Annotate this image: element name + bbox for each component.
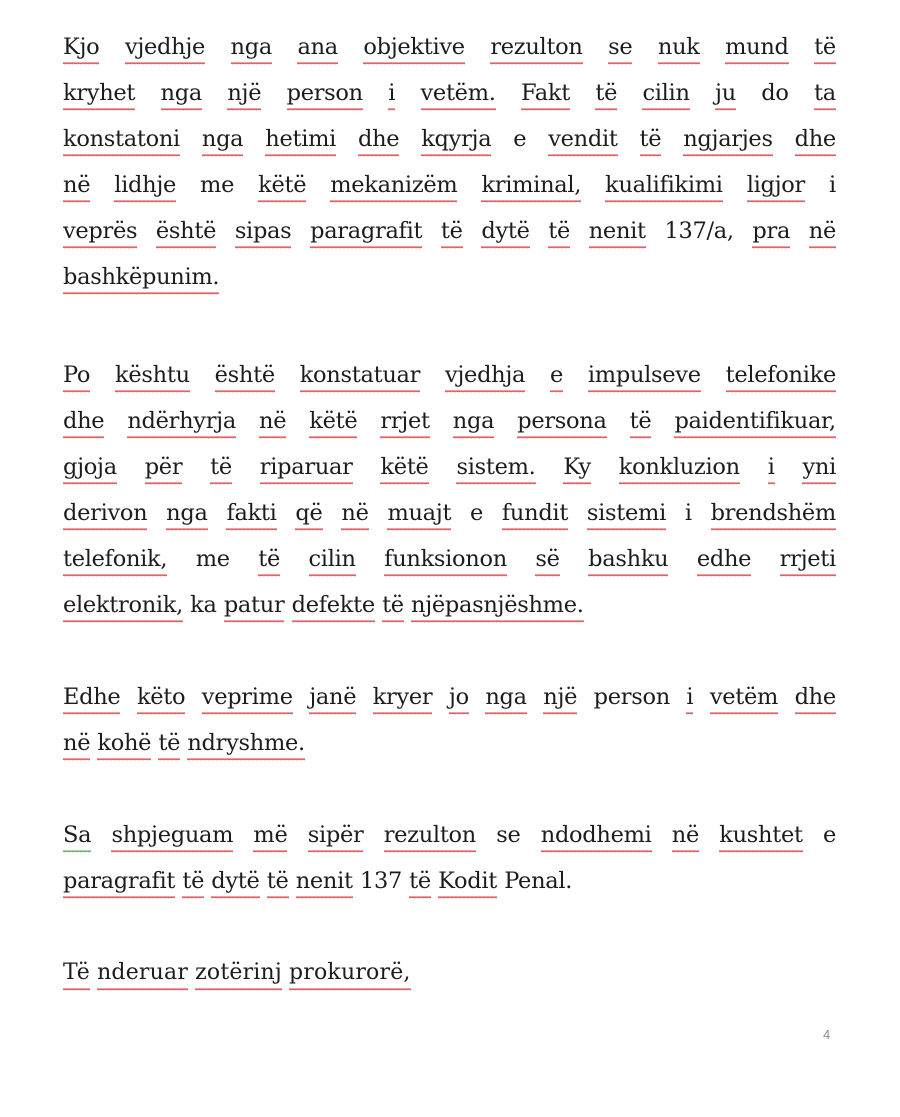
- paragraph-2-line-1[interactable]: [63, 360, 836, 406]
- misspelled-word[interactable]: vetëm.: [421, 78, 496, 111]
- misspelled-word[interactable]: paragrafit: [310, 216, 422, 249]
- misspelled-word[interactable]: është: [156, 216, 216, 249]
- misspelled-word[interactable]: defekte: [292, 590, 375, 623]
- misspelled-word[interactable]: fundit: [502, 498, 568, 531]
- paragraph-3-line-2[interactable]: [63, 728, 836, 774]
- misspelled-word[interactable]: të: [267, 866, 289, 899]
- misspelled-word[interactable]: nga: [231, 32, 272, 65]
- word[interactable]: i: [828, 172, 836, 198]
- misspelled-word[interactable]: i: [686, 682, 693, 715]
- misspelled-word[interactable]: fakti: [226, 498, 276, 531]
- misspelled-word[interactable]: patur: [224, 590, 285, 623]
- misspelled-word[interactable]: zotërinj: [195, 958, 282, 991]
- misspelled-word[interactable]: nga: [166, 498, 207, 531]
- word[interactable]: se: [496, 822, 521, 848]
- misspelled-word[interactable]: ndërhyrja: [127, 406, 236, 439]
- paragraph-1-line-2[interactable]: [63, 78, 836, 124]
- word[interactable]: e: [470, 500, 484, 526]
- misspelled-word[interactable]: një: [543, 682, 577, 715]
- misspelled-word[interactable]: dhe: [795, 682, 836, 715]
- misspelled-word[interactable]: Të: [63, 958, 90, 991]
- misspelled-word[interactable]: konkluzion: [619, 452, 740, 485]
- misspelled-word[interactable]: ta: [814, 78, 836, 111]
- word[interactable]: 137: [359, 868, 402, 894]
- misspelled-word[interactable]: të: [409, 866, 431, 899]
- word[interactable]: person: [593, 684, 670, 710]
- misspelled-word[interactable]: këtë: [309, 406, 357, 439]
- paragraph-5-line-1[interactable]: [63, 958, 836, 1004]
- misspelled-word[interactable]: mund: [725, 32, 789, 65]
- word[interactable]: me: [200, 172, 235, 198]
- word[interactable]: Penal.: [504, 868, 573, 894]
- misspelled-word[interactable]: ligjor: [747, 170, 805, 203]
- misspelled-word[interactable]: person: [287, 78, 363, 111]
- paragraph-1-line-5[interactable]: [63, 216, 836, 262]
- misspelled-word[interactable]: lidhje: [114, 170, 176, 203]
- word[interactable]: do: [761, 80, 789, 106]
- misspelled-word[interactable]: sipas: [235, 216, 292, 249]
- misspelled-word[interactable]: rezulton: [490, 32, 582, 65]
- misspelled-word[interactable]: të: [814, 32, 836, 65]
- paragraph-4-line-2[interactable]: [63, 866, 836, 912]
- misspelled-word[interactable]: rezulton: [384, 820, 476, 853]
- misspelled-word[interactable]: vendit: [548, 124, 617, 157]
- misspelled-word[interactable]: sistem.: [456, 452, 535, 485]
- misspelled-word[interactable]: rrjeti: [780, 544, 836, 577]
- misspelled-word[interactable]: se: [608, 32, 632, 65]
- misspelled-word[interactable]: të: [182, 866, 204, 899]
- misspelled-word[interactable]: nga: [453, 406, 494, 439]
- misspelled-word[interactable]: Edhe: [63, 682, 120, 715]
- misspelled-word[interactable]: bashku: [588, 544, 668, 577]
- misspelled-word[interactable]: kushtet: [719, 820, 802, 853]
- word[interactable]: 137/a,: [664, 218, 734, 244]
- misspelled-word[interactable]: funksionon: [384, 544, 507, 577]
- misspelled-word[interactable]: Kodit: [438, 866, 497, 899]
- misspelled-word[interactable]: kështu: [115, 360, 190, 393]
- misspelled-word[interactable]: nuk: [658, 32, 700, 65]
- misspelled-word[interactable]: të: [210, 452, 232, 485]
- misspelled-word[interactable]: muajt: [387, 498, 451, 531]
- misspelled-word[interactable]: hetimi: [265, 124, 336, 157]
- misspelled-word[interactable]: konstatuar: [300, 360, 420, 393]
- paragraph-1-line-3[interactable]: [63, 124, 836, 170]
- misspelled-word[interactable]: e: [550, 360, 563, 393]
- misspelled-word[interactable]: kryhet: [63, 78, 135, 111]
- misspelled-word[interactable]: kryer: [373, 682, 433, 715]
- paragraph-1-line-4[interactable]: [63, 170, 836, 216]
- misspelled-word[interactable]: persona: [517, 406, 606, 439]
- misspelled-word[interactable]: dhe: [795, 124, 836, 157]
- misspelled-word[interactable]: vetëm: [710, 682, 778, 715]
- word[interactable]: e: [513, 126, 527, 152]
- misspelled-word[interactable]: të: [640, 124, 662, 157]
- misspelled-word[interactable]: kualifikimi: [605, 170, 723, 203]
- misspelled-word[interactable]: nenit: [589, 216, 646, 249]
- misspelled-word[interactable]: njëpasnjëshme.: [411, 590, 584, 623]
- misspelled-word[interactable]: bashkëpunim.: [63, 262, 219, 295]
- misspelled-word[interactable]: të: [441, 216, 463, 249]
- misspelled-word[interactable]: në: [63, 170, 90, 203]
- misspelled-word[interactable]: është: [215, 360, 275, 393]
- misspelled-word[interactable]: impulseve: [588, 360, 701, 393]
- misspelled-word[interactable]: nderuar: [97, 958, 188, 991]
- misspelled-word[interactable]: rrjet: [380, 406, 429, 439]
- misspelled-word[interactable]: në: [672, 820, 699, 853]
- page-number: 4: [823, 1027, 831, 1042]
- misspelled-word[interactable]: cilin: [642, 78, 689, 111]
- misspelled-word[interactable]: vjedhja: [445, 360, 525, 393]
- misspelled-word[interactable]: paragrafit: [63, 866, 175, 899]
- misspelled-word[interactable]: të: [158, 728, 180, 761]
- misspelled-word[interactable]: ndryshme.: [187, 728, 305, 761]
- word[interactable]: ka: [190, 592, 217, 618]
- misspelled-word[interactable]: Fakt: [521, 78, 570, 111]
- paragraph-2-line-4[interactable]: [63, 498, 836, 544]
- misspelled-word[interactable]: për: [145, 452, 183, 485]
- misspelled-word[interactable]: një: [227, 78, 261, 111]
- misspelled-word[interactable]: nga: [161, 78, 202, 111]
- misspelled-word[interactable]: së: [535, 544, 559, 577]
- misspelled-word[interactable]: kriminal,: [481, 170, 581, 203]
- misspelled-word[interactable]: telefonik,: [63, 544, 167, 577]
- misspelled-word[interactable]: cilin: [309, 544, 356, 577]
- misspelled-word[interactable]: të: [595, 78, 617, 111]
- paragraph-2-line-3[interactable]: [63, 452, 836, 498]
- misspelled-word[interactable]: nga: [202, 124, 243, 157]
- misspelled-word[interactable]: në: [63, 728, 90, 761]
- misspelled-word[interactable]: pra: [752, 216, 790, 249]
- misspelled-word[interactable]: sipër: [308, 820, 364, 853]
- misspelled-word[interactable]: telefonike: [726, 360, 836, 393]
- grammar-flagged-word[interactable]: Sa: [63, 820, 91, 853]
- misspelled-word[interactable]: kqyrja: [421, 124, 491, 157]
- misspelled-word[interactable]: veprime: [202, 682, 293, 715]
- misspelled-word[interactable]: dytë: [481, 216, 529, 249]
- misspelled-word[interactable]: Ky: [563, 452, 590, 485]
- misspelled-word[interactable]: ju: [715, 78, 736, 111]
- misspelled-word[interactable]: këtë: [380, 452, 428, 485]
- misspelled-word[interactable]: edhe: [697, 544, 751, 577]
- misspelled-word[interactable]: vjedhje: [125, 32, 205, 65]
- misspelled-word[interactable]: të: [382, 590, 404, 623]
- misspelled-word[interactable]: konstatoni: [63, 124, 180, 157]
- misspelled-word[interactable]: yni: [802, 452, 836, 485]
- misspelled-word[interactable]: elektronik,: [63, 590, 183, 623]
- misspelled-word[interactable]: nenit: [296, 866, 353, 899]
- misspelled-word[interactable]: veprës: [63, 216, 137, 249]
- misspelled-word[interactable]: Po: [63, 360, 90, 393]
- misspelled-word[interactable]: ndodhemi: [541, 820, 652, 853]
- paragraph-3-line-1[interactable]: [63, 682, 836, 728]
- misspelled-word[interactable]: brendshëm: [711, 498, 836, 531]
- paragraph-2-line-5[interactable]: [63, 544, 836, 590]
- misspelled-word[interactable]: sistemi: [587, 498, 666, 531]
- misspelled-word[interactable]: këto: [137, 682, 185, 715]
- misspelled-word[interactable]: që: [295, 498, 322, 531]
- misspelled-word[interactable]: derivon: [63, 498, 147, 531]
- misspelled-word[interactable]: Kjo: [63, 32, 99, 65]
- misspelled-word[interactable]: nga: [485, 682, 526, 715]
- misspelled-word[interactable]: më: [253, 820, 287, 853]
- misspelled-word[interactable]: shpjeguam: [111, 820, 233, 853]
- paragraph-4-line-1[interactable]: [63, 820, 836, 866]
- paragraph-2-line-6[interactable]: [63, 590, 836, 636]
- misspelled-word[interactable]: të: [630, 406, 652, 439]
- paragraph-1-line-6[interactable]: [63, 262, 836, 308]
- word[interactable]: i: [684, 500, 692, 526]
- misspelled-word[interactable]: dhe: [358, 124, 399, 157]
- misspelled-word[interactable]: dhe: [63, 406, 104, 439]
- misspelled-word[interactable]: paidentifikuar,: [674, 406, 835, 439]
- misspelled-word[interactable]: të: [258, 544, 280, 577]
- misspelled-word[interactable]: i: [768, 452, 775, 485]
- misspelled-word[interactable]: gjoja: [63, 452, 117, 485]
- misspelled-word[interactable]: prokurorë,: [289, 958, 411, 991]
- misspelled-word[interactable]: kohë: [97, 728, 151, 761]
- word[interactable]: e: [822, 822, 836, 848]
- paragraph-1-line-1[interactable]: [63, 32, 836, 78]
- misspelled-word[interactable]: riparuar: [260, 452, 353, 485]
- misspelled-word[interactable]: në: [341, 498, 368, 531]
- word[interactable]: me: [195, 546, 230, 572]
- misspelled-word[interactable]: ana: [297, 32, 337, 65]
- misspelled-word[interactable]: të: [548, 216, 570, 249]
- misspelled-word[interactable]: në: [809, 216, 836, 249]
- misspelled-word[interactable]: në: [259, 406, 286, 439]
- paragraph-2-line-2[interactable]: [63, 406, 836, 452]
- misspelled-word[interactable]: dytë: [211, 866, 259, 899]
- misspelled-word[interactable]: janë: [309, 682, 356, 715]
- misspelled-word[interactable]: i: [388, 78, 395, 111]
- misspelled-word[interactable]: ngjarjes: [683, 124, 772, 157]
- misspelled-word[interactable]: jo: [449, 682, 469, 715]
- misspelled-word[interactable]: objektive: [363, 32, 464, 65]
- misspelled-word[interactable]: mekanizëm: [330, 170, 457, 203]
- misspelled-word[interactable]: këtë: [258, 170, 306, 203]
